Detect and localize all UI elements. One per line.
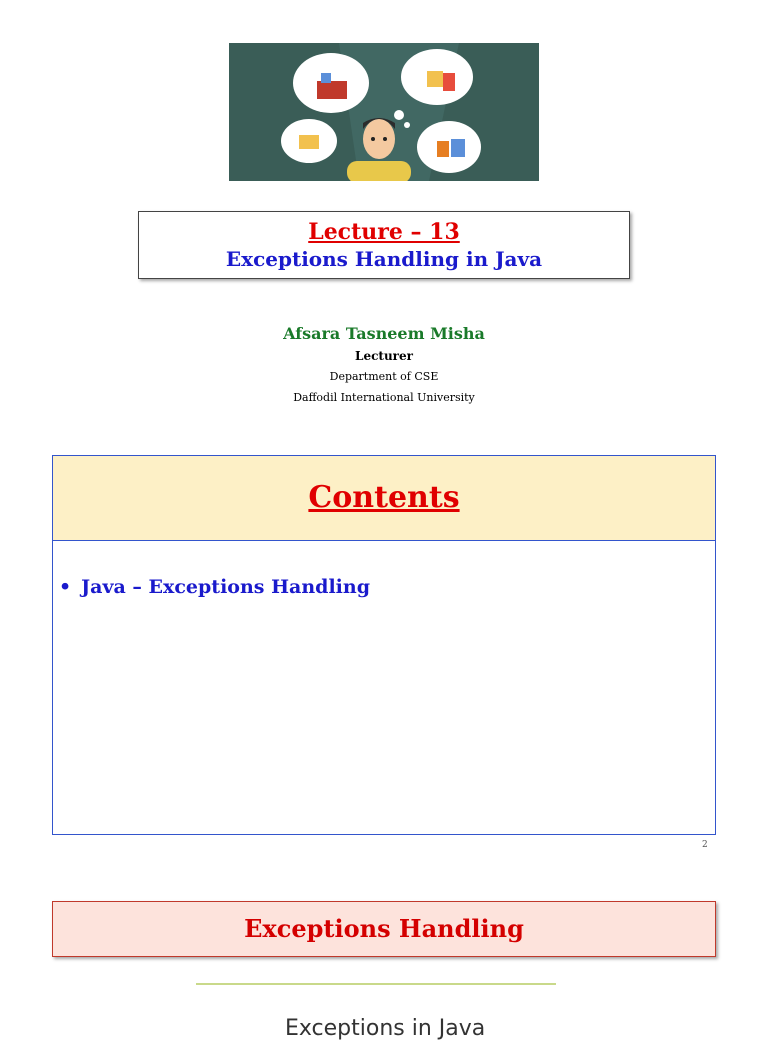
contents-title: Contents <box>308 480 460 515</box>
author-department: Department of CSE <box>329 370 439 383</box>
contents-header <box>53 456 715 541</box>
lecture-title: Exceptions Handling in Java <box>225 247 543 271</box>
contents-slide <box>52 455 716 835</box>
author-role: Lecturer <box>355 349 413 363</box>
divider <box>196 983 556 985</box>
contents-item-label: Java – Exceptions Handling <box>81 576 370 598</box>
lecture-title-box <box>138 211 630 279</box>
person-thinking-illustration <box>229 43 539 181</box>
bullet-icon: • <box>59 576 72 598</box>
lecture-illustration <box>229 43 539 181</box>
lecture-number: Lecture – 13 <box>308 219 460 245</box>
section-title-box <box>52 901 716 957</box>
author-university: Daffodil International University <box>293 391 475 404</box>
section-subtitle-partial: Exceptions in Java <box>285 1016 486 1041</box>
contents-list <box>59 574 370 600</box>
section-title: Exceptions Handling <box>244 914 524 943</box>
author-name: Afsara Tasneem Misha <box>283 324 485 343</box>
author-block <box>0 322 768 408</box>
list-item <box>59 574 370 600</box>
page-number: 2 <box>702 840 708 850</box>
